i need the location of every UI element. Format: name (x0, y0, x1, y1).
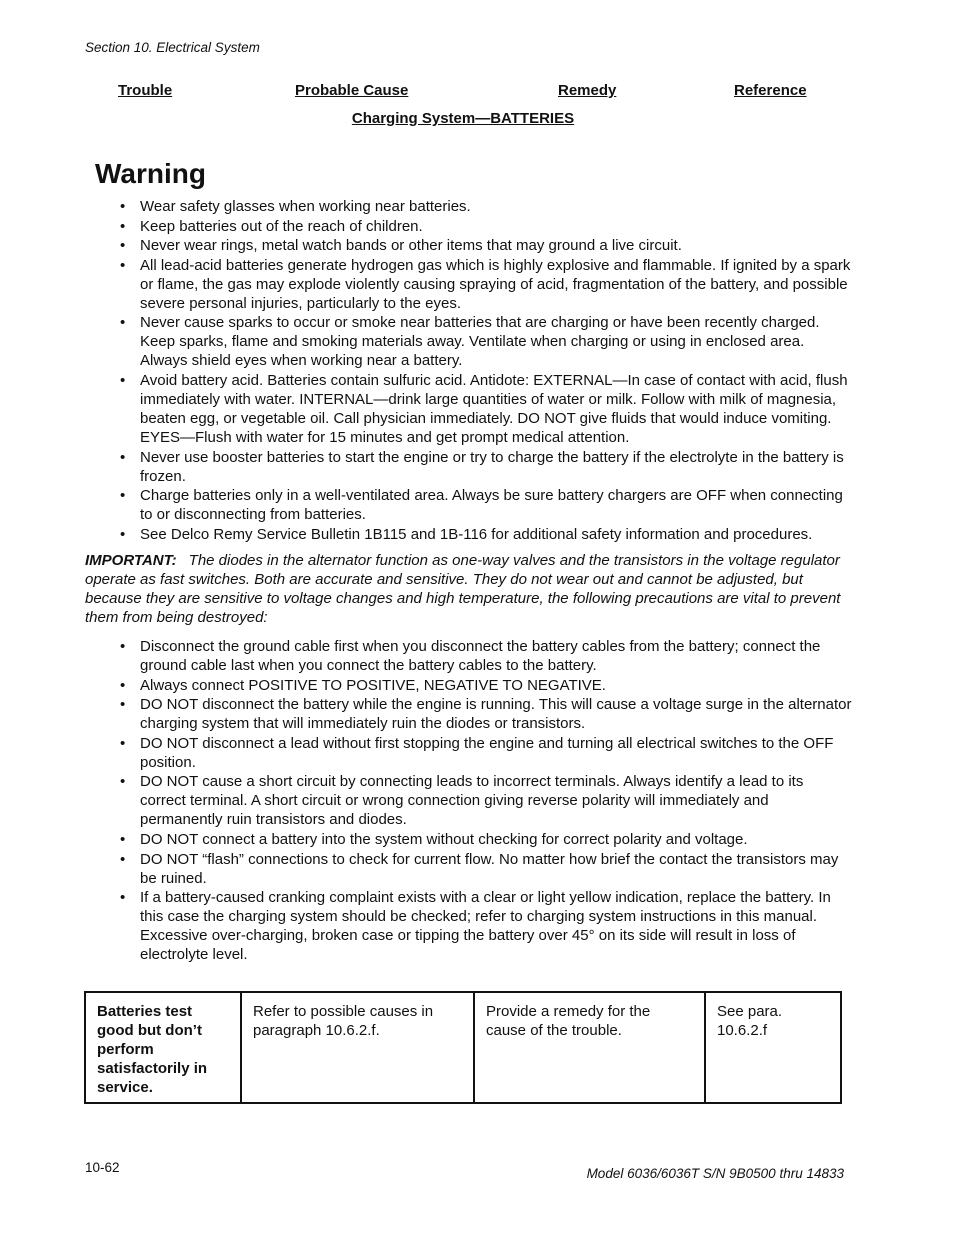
reference-cell: See para. 10.6.2.f (705, 992, 841, 1103)
warning-item: • All lead-acid batteries generate hydrogen gas which is highly explosive and flammable. If ignited by a spark or flame, the gas may explode violently causing spraying of acid, fragmentation of the battery, and possible severe personal injuries, particularly to the eyes. (118, 256, 853, 313)
precaution-item: • DO NOT disconnect the battery while the engine is running. This will cause a voltage surge in the alternator charging system that will immediately ruin the diodes or transistors. (118, 695, 853, 733)
model-footer: Model 6036/6036T S/N 9B0500 thru 14833 (586, 1166, 844, 1181)
warning-item: • Never use booster batteries to start the engine or try to charge the battery if the electrolyte in the battery is frozen. (118, 448, 853, 486)
precaution-item: • Disconnect the ground cable first when you disconnect the battery cables from the battery; connect the ground cable last when you connect the battery cables to the battery. (118, 637, 853, 675)
warning-list (118, 197, 853, 544)
warning-item: • Keep batteries out of the reach of children. (118, 217, 853, 236)
warning-item: • Charge batteries only in a well-ventilated area. Always be sure battery chargers are OFF when connecting to or disconnecting from batteries. (118, 486, 853, 524)
column-header-reference: Reference (734, 82, 807, 99)
cause-cell: Refer to possible causes in paragraph 10.6.2.f. (241, 992, 474, 1103)
precaution-item: • DO NOT disconnect a lead without first stopping the engine and turning all electrical switches to the OFF position. (118, 734, 853, 772)
precaution-item: • DO NOT connect a battery into the system without checking for correct polarity and voltage. (118, 830, 853, 849)
remedy-cell: Provide a remedy for the cause of the trouble. (474, 992, 705, 1103)
precaution-list (118, 637, 853, 965)
warning-item: • Never wear rings, metal watch bands or other items that may ground a live circuit. (118, 236, 853, 255)
precaution-item: • DO NOT “flash” connections to check for current flow. No matter how brief the contact the transistors may be ruined. (118, 850, 853, 888)
column-header-remedy: Remedy (558, 82, 617, 99)
table-row (85, 992, 841, 1103)
subsection-heading: Charging System—BATTERIES (351, 110, 575, 127)
trouble-cell: Batteries test good but don’t perform satisfactorily in service. (85, 992, 241, 1103)
page-number: 10-62 (85, 1160, 120, 1175)
section-header: Section 10. Electrical System (85, 40, 260, 55)
column-header-probable-cause: Probable Cause (295, 82, 409, 99)
warning-item: • Wear safety glasses when working near batteries. (118, 197, 853, 216)
precaution-item: • Always connect POSITIVE TO POSITIVE, NEGATIVE TO NEGATIVE. (118, 676, 853, 695)
column-header-trouble: Trouble (118, 82, 173, 99)
important-text: The diodes in the alternator function as one-way valves and the transistors in the voltage regulator operate as fast switches. Both are accurate and sensitive. They do not wear out and cannot be adjusted, but because they are sensitive to voltage changes and high temperature, the following precautions are vital to prevent them from being destroyed: (85, 552, 841, 626)
warning-item: • Avoid battery acid. Batteries contain sulfuric acid. Antidote: EXTERNAL—In case of contact with acid, flush immediately with water. INTERNAL—drink large quantities of water or milk. Follow with milk of magnesia, beaten egg, or vegetable oil. Call physician immediately. DO NOT give fluids that would induce vomiting. EYES—Flush with water for 15 minutes and get prompt medical attention. (118, 371, 853, 447)
warning-title: Warning (95, 158, 206, 189)
precaution-item: • If a battery-caused cranking complaint exists with a clear or light yellow indication, replace the battery. In this case the charging system should be checked; refer to charging system instructions in this manual. Excessive over-charging, broken case or tipping the battery over 45° on its side will result in loss of electrolyte level. (118, 888, 853, 964)
warning-item: • See Delco Remy Service Bulletin 1B115 and 1B-116 for additional safety information and procedures. (118, 525, 853, 544)
precaution-item: • DO NOT cause a short circuit by connecting leads to incorrect terminals. Always identify a lead to its correct terminal. A short circuit or wrong connection giving reverse polarity will immediately and permanently ruin transistors and diodes. (118, 772, 853, 829)
warning-item: • Never cause sparks to occur or smoke near batteries that are charging or have been recently charged. Keep sparks, flame and smoking materials away. Ventilate when charging or using in enclosed area. Always shield eyes when working near a battery. (118, 313, 853, 370)
important-label: IMPORTANT: (85, 552, 177, 569)
important-note (85, 551, 845, 627)
trouble-table (84, 991, 842, 1104)
